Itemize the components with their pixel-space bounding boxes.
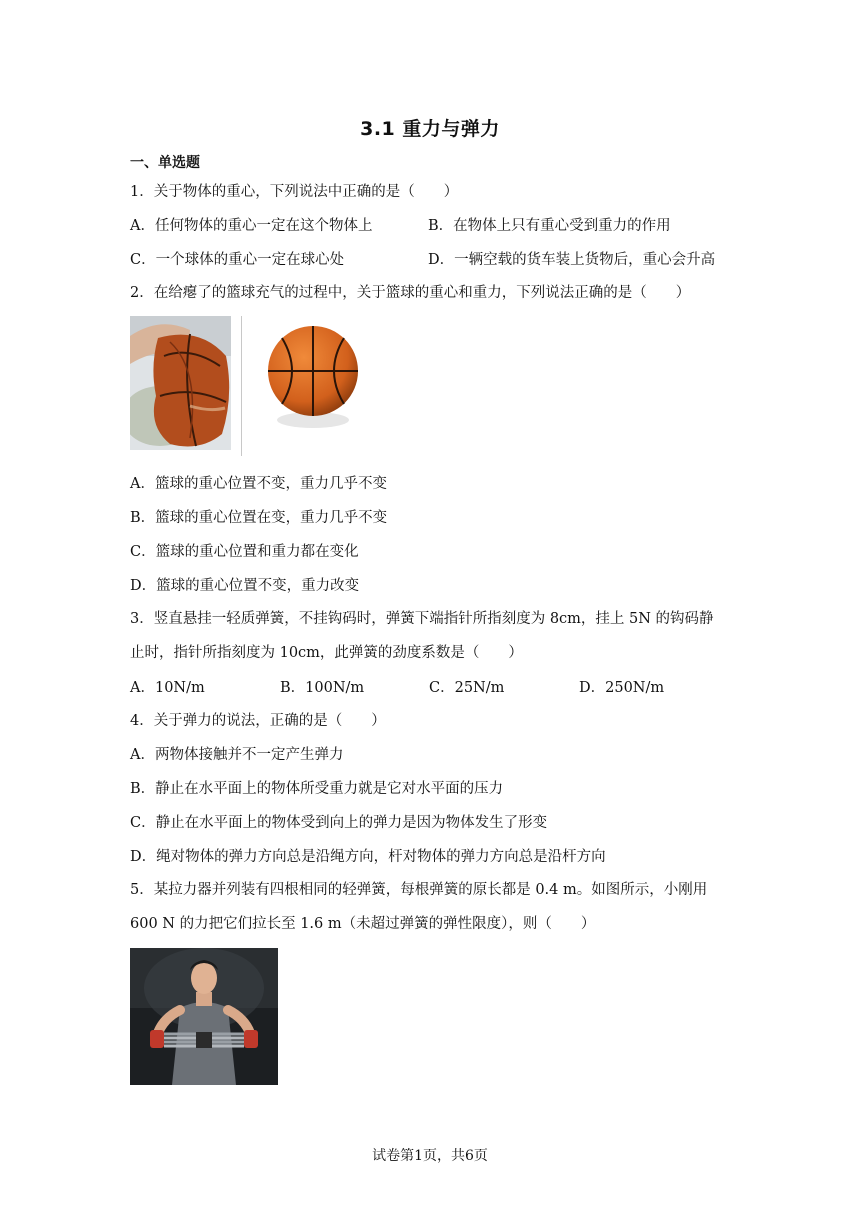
q3-option-c: C．25N/m: [429, 680, 505, 696]
deflated-basketball-photo: [130, 316, 231, 450]
q2-option-b: B．篮球的重心位置在变，重力几乎不变: [130, 510, 388, 526]
q2-option-d: D．篮球的重心位置不变，重力改变: [130, 578, 360, 594]
q4-option-a: A．两物体接触并不一定产生弹力: [130, 747, 344, 763]
q1-option-d: D．一辆空载的货车装上货物后，重心会升高: [428, 252, 716, 268]
q1-option-b: B．在物体上只有重心受到重力的作用: [428, 218, 671, 234]
q5-stem-line1: 5．某拉力器并列装有四根相同的轻弹簧，每根弹簧的原长都是 0.4 m。如图所示，小刚用: [130, 882, 708, 898]
q1-option-a: A．任何物体的重心一定在这个物体上: [130, 218, 373, 234]
q2-option-a: A．篮球的重心位置不变，重力几乎不变: [130, 476, 387, 492]
chest-expander-photo: [130, 948, 278, 1085]
q3-stem-line1: 3．竖直悬挂一轻质弹簧，不挂钩码时，弹簧下端指针所指刻度为 8cm，挂上 5N 的钩码静: [130, 611, 714, 627]
figure-divider: [241, 316, 242, 456]
q3-stem-line2: 止时，指针所指刻度为 10cm，此弹簧的劲度系数是（ ）: [130, 645, 523, 661]
basketball-photo: [262, 322, 366, 434]
q4-option-c: C．静止在水平面上的物体受到向上的弹力是因为物体发生了形变: [130, 815, 548, 831]
q3-option-d: D．250N/m: [579, 680, 665, 696]
q4-option-b: B．静止在水平面上的物体所受重力就是它对水平面的压力: [130, 781, 504, 797]
q1-option-c: C．一个球体的重心一定在球心处: [130, 252, 345, 268]
q4-stem: 4．关于弹力的说法，正确的是（ ）: [130, 713, 386, 729]
q3-option-b: B．100N/m: [280, 680, 365, 696]
section-heading: 一、单选题: [130, 155, 200, 171]
q4-option-d: D．绳对物体的弹力方向总是沿绳方向，杆对物体的弹力方向总是沿杆方向: [130, 849, 606, 865]
page-footer: 试卷第1页，共6页: [372, 1148, 488, 1164]
q1-stem: 1．关于物体的重心，下列说法中正确的是（ ）: [130, 184, 459, 200]
q2-stem: 2．在给瘪了的篮球充气的过程中，关于篮球的重心和重力，下列说法正确的是（ ）: [130, 285, 691, 301]
q5-stem-line2: 600 N 的力把它们拉长至 1.6 m（未超过弹簧的弹性限度），则（ ）: [130, 916, 596, 932]
page-title: 3.1 重力与弹力: [360, 118, 500, 140]
q2-option-c: C．篮球的重心位置和重力都在变化: [130, 544, 359, 560]
q3-option-a: A．10N/m: [130, 680, 205, 696]
